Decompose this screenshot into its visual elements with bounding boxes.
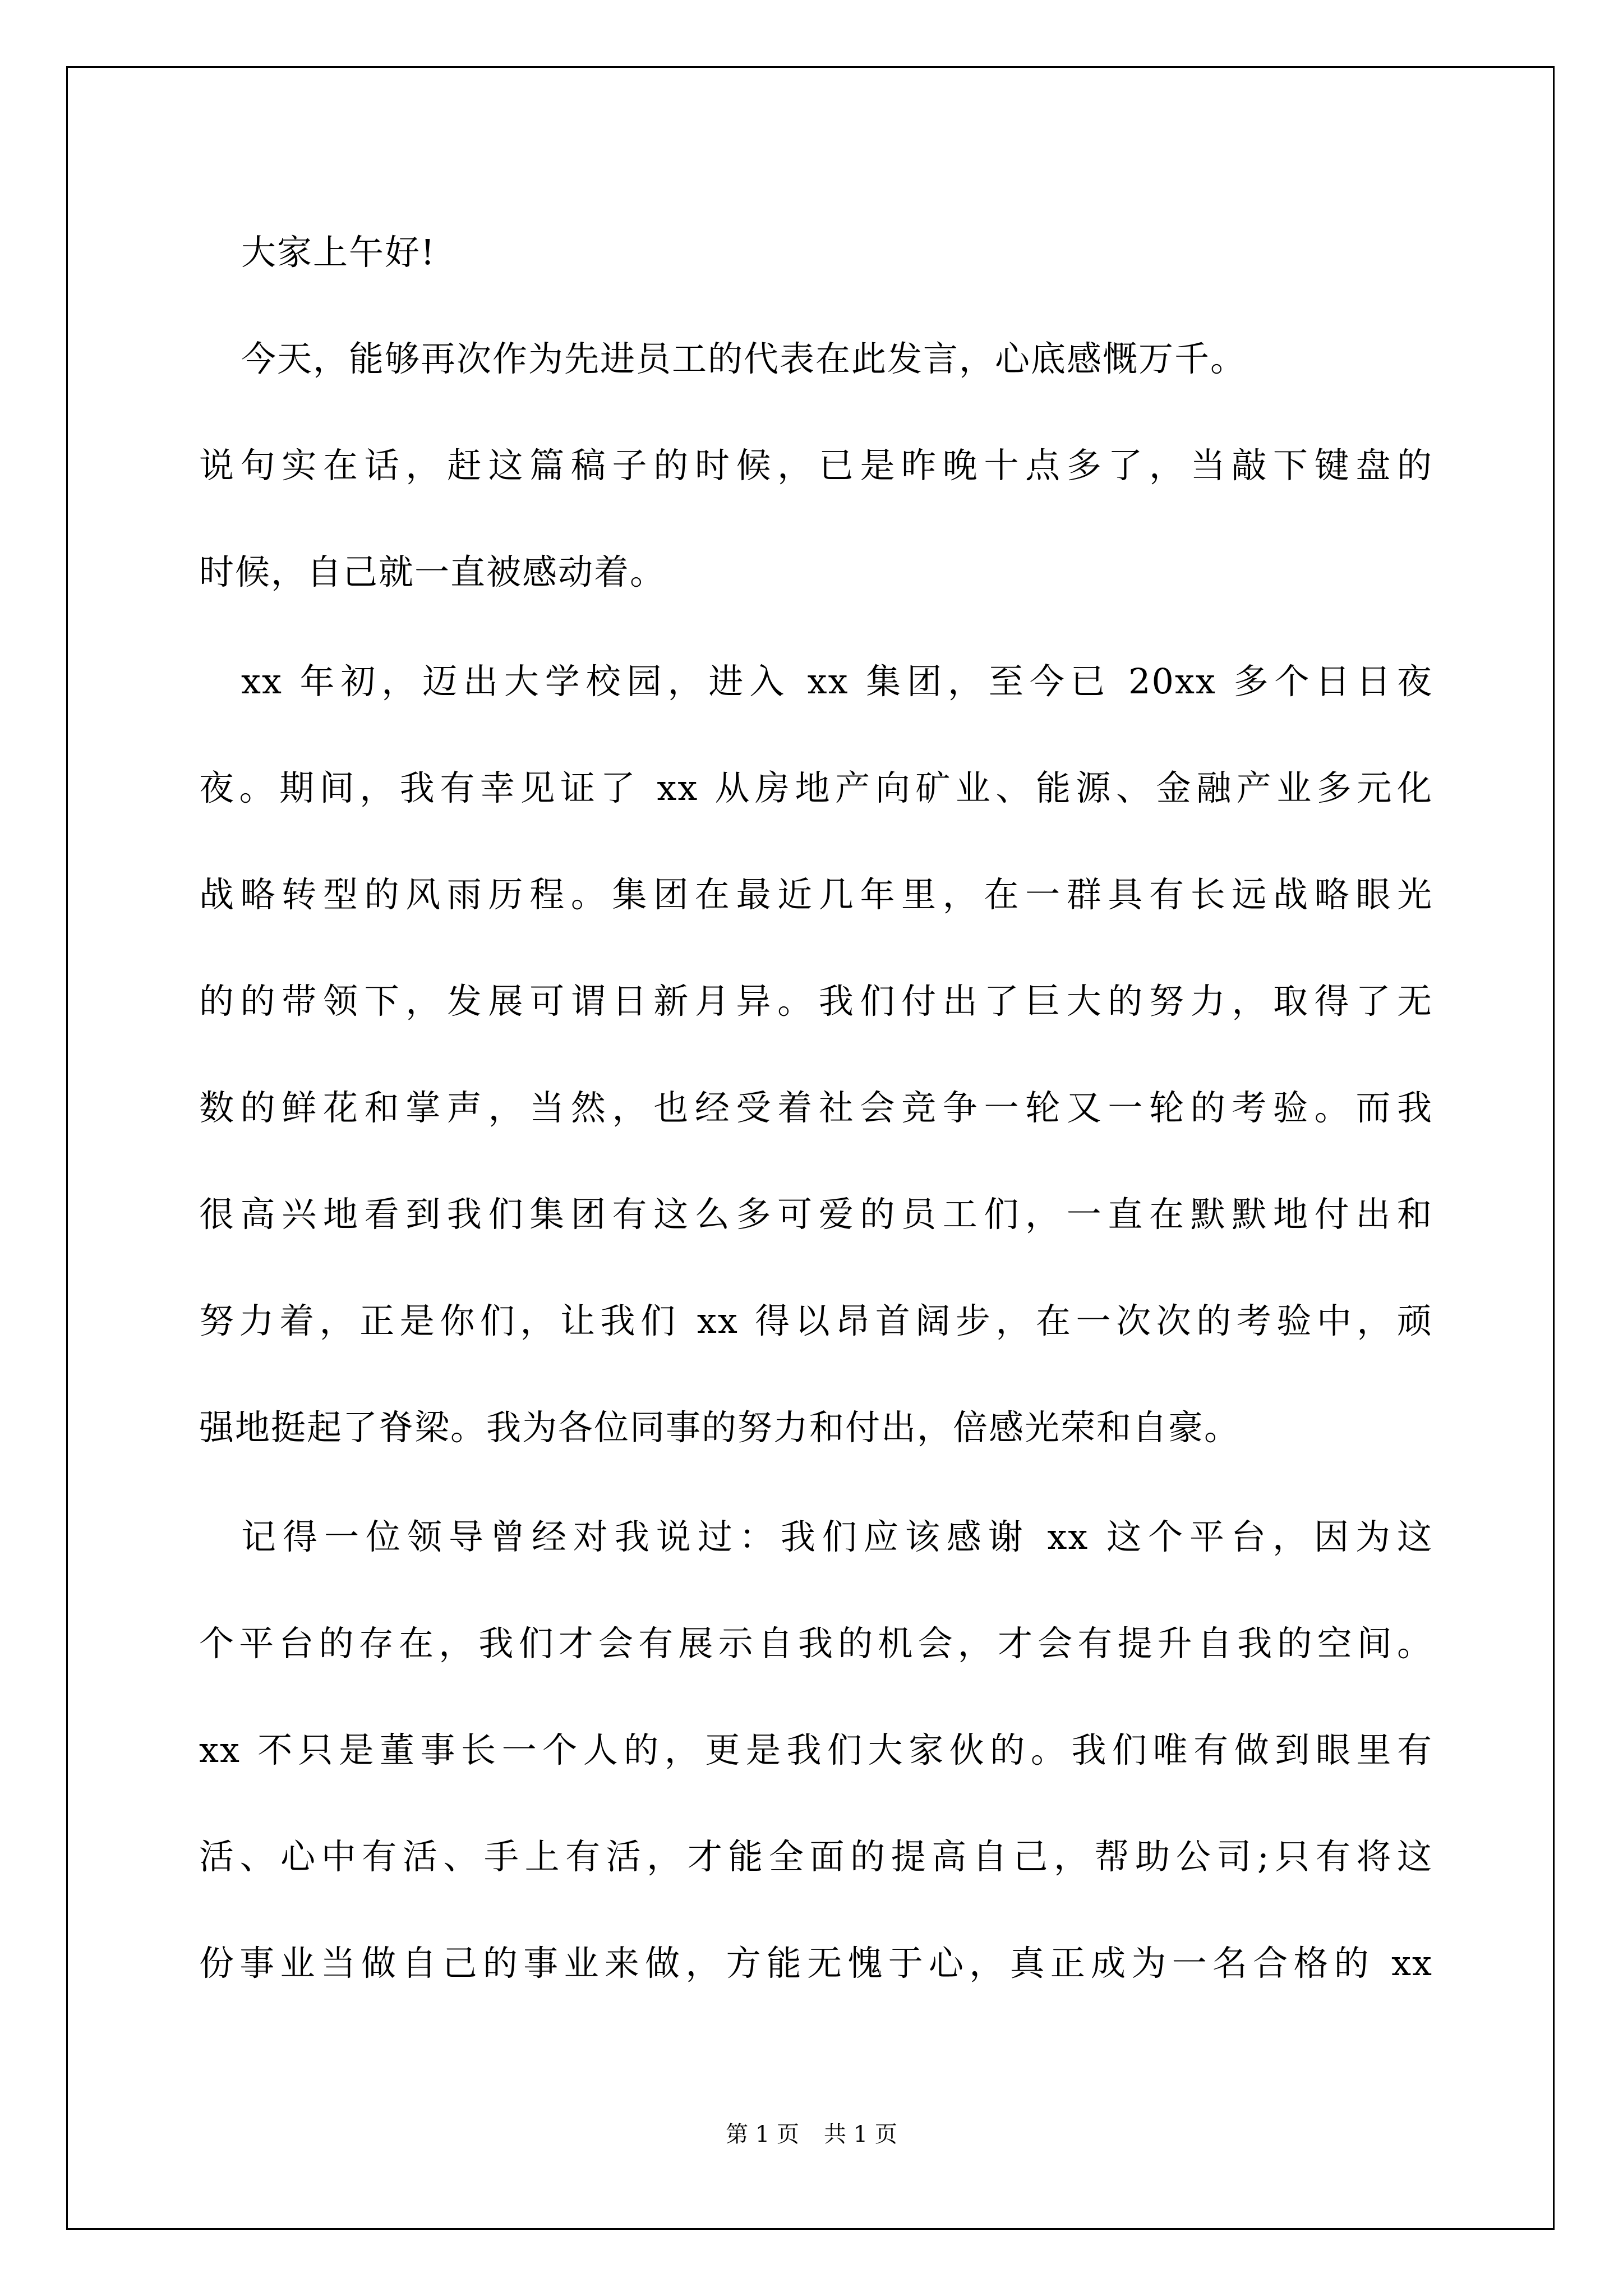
paragraph-3-line-4: 活、心中有活、手上有活，才能全面的提高自己，帮助公司;只有将这 — [199, 1836, 1433, 1877]
page-footer — [0, 2118, 1623, 2151]
paragraph-1-line-1: 今天，能够再次作为先进员工的代表在此发言，心底感慨万千。 — [241, 338, 1247, 379]
paragraph-2-line-6: 很高兴地看到我们集团有这么多可爱的员工们，一直在默默地付出和 — [199, 1194, 1433, 1235]
page-border — [66, 66, 1555, 2230]
paragraph-2-line-3: 战略转型的风雨历程。集团在最近几年里，在一群具有长远战略眼光 — [199, 874, 1433, 915]
page-number: 第 1 页 — [726, 2122, 799, 2147]
paragraph-1-line-2: 说句实在话，赶这篇稿子的时候，已是昨晚十点多了，当敲下键盘的 — [199, 445, 1433, 486]
paragraph-1-line-3: 时候，自己就一直被感动着。 — [199, 551, 666, 592]
page-total: 共 1 页 — [824, 2122, 897, 2147]
paragraph-2-line-1: xx 年初，迈出大学校园，进入 xx 集团，至今已 20xx 多个日日夜 — [241, 661, 1433, 702]
paragraph-3-line-5: 份事业当做自己的事业来做，方能无愧于心，真正成为一名合格的 xx — [199, 1943, 1433, 1984]
paragraph-3-line-3: xx 不只是董事长一个人的，更是我们大家伙的。我们唯有做到眼里有 — [199, 1729, 1433, 1770]
paragraph-2-line-5: 数的鲜花和掌声，当然，也经受着社会竞争一轮又一轮的考验。而我 — [199, 1087, 1433, 1128]
paragraph-2-line-2: 夜。期间，我有幸见证了 xx 从房地产向矿业、能源、金融产业多元化 — [199, 767, 1433, 808]
paragraph-3-line-2: 个平台的存在，我们才会有展示自我的机会，才会有提升自我的空间。 — [199, 1623, 1433, 1664]
greeting-line: 大家上午好! — [241, 232, 436, 273]
paragraph-2-line-4: 的的带领下，发展可谓日新月异。我们付出了巨大的努力，取得了无 — [199, 981, 1433, 1022]
paragraph-3-line-1: 记得一位领导曾经对我说过：我们应该感谢 xx 这个平台，因为这 — [241, 1516, 1433, 1557]
paragraph-2-line-8: 强地挺起了脊梁。我为各位同事的努力和付出，倍感光荣和自豪。 — [199, 1407, 1241, 1448]
paragraph-2-line-7: 努力着，正是你们，让我们 xx 得以昂首阔步，在一次次的考验中，顽 — [199, 1300, 1433, 1341]
